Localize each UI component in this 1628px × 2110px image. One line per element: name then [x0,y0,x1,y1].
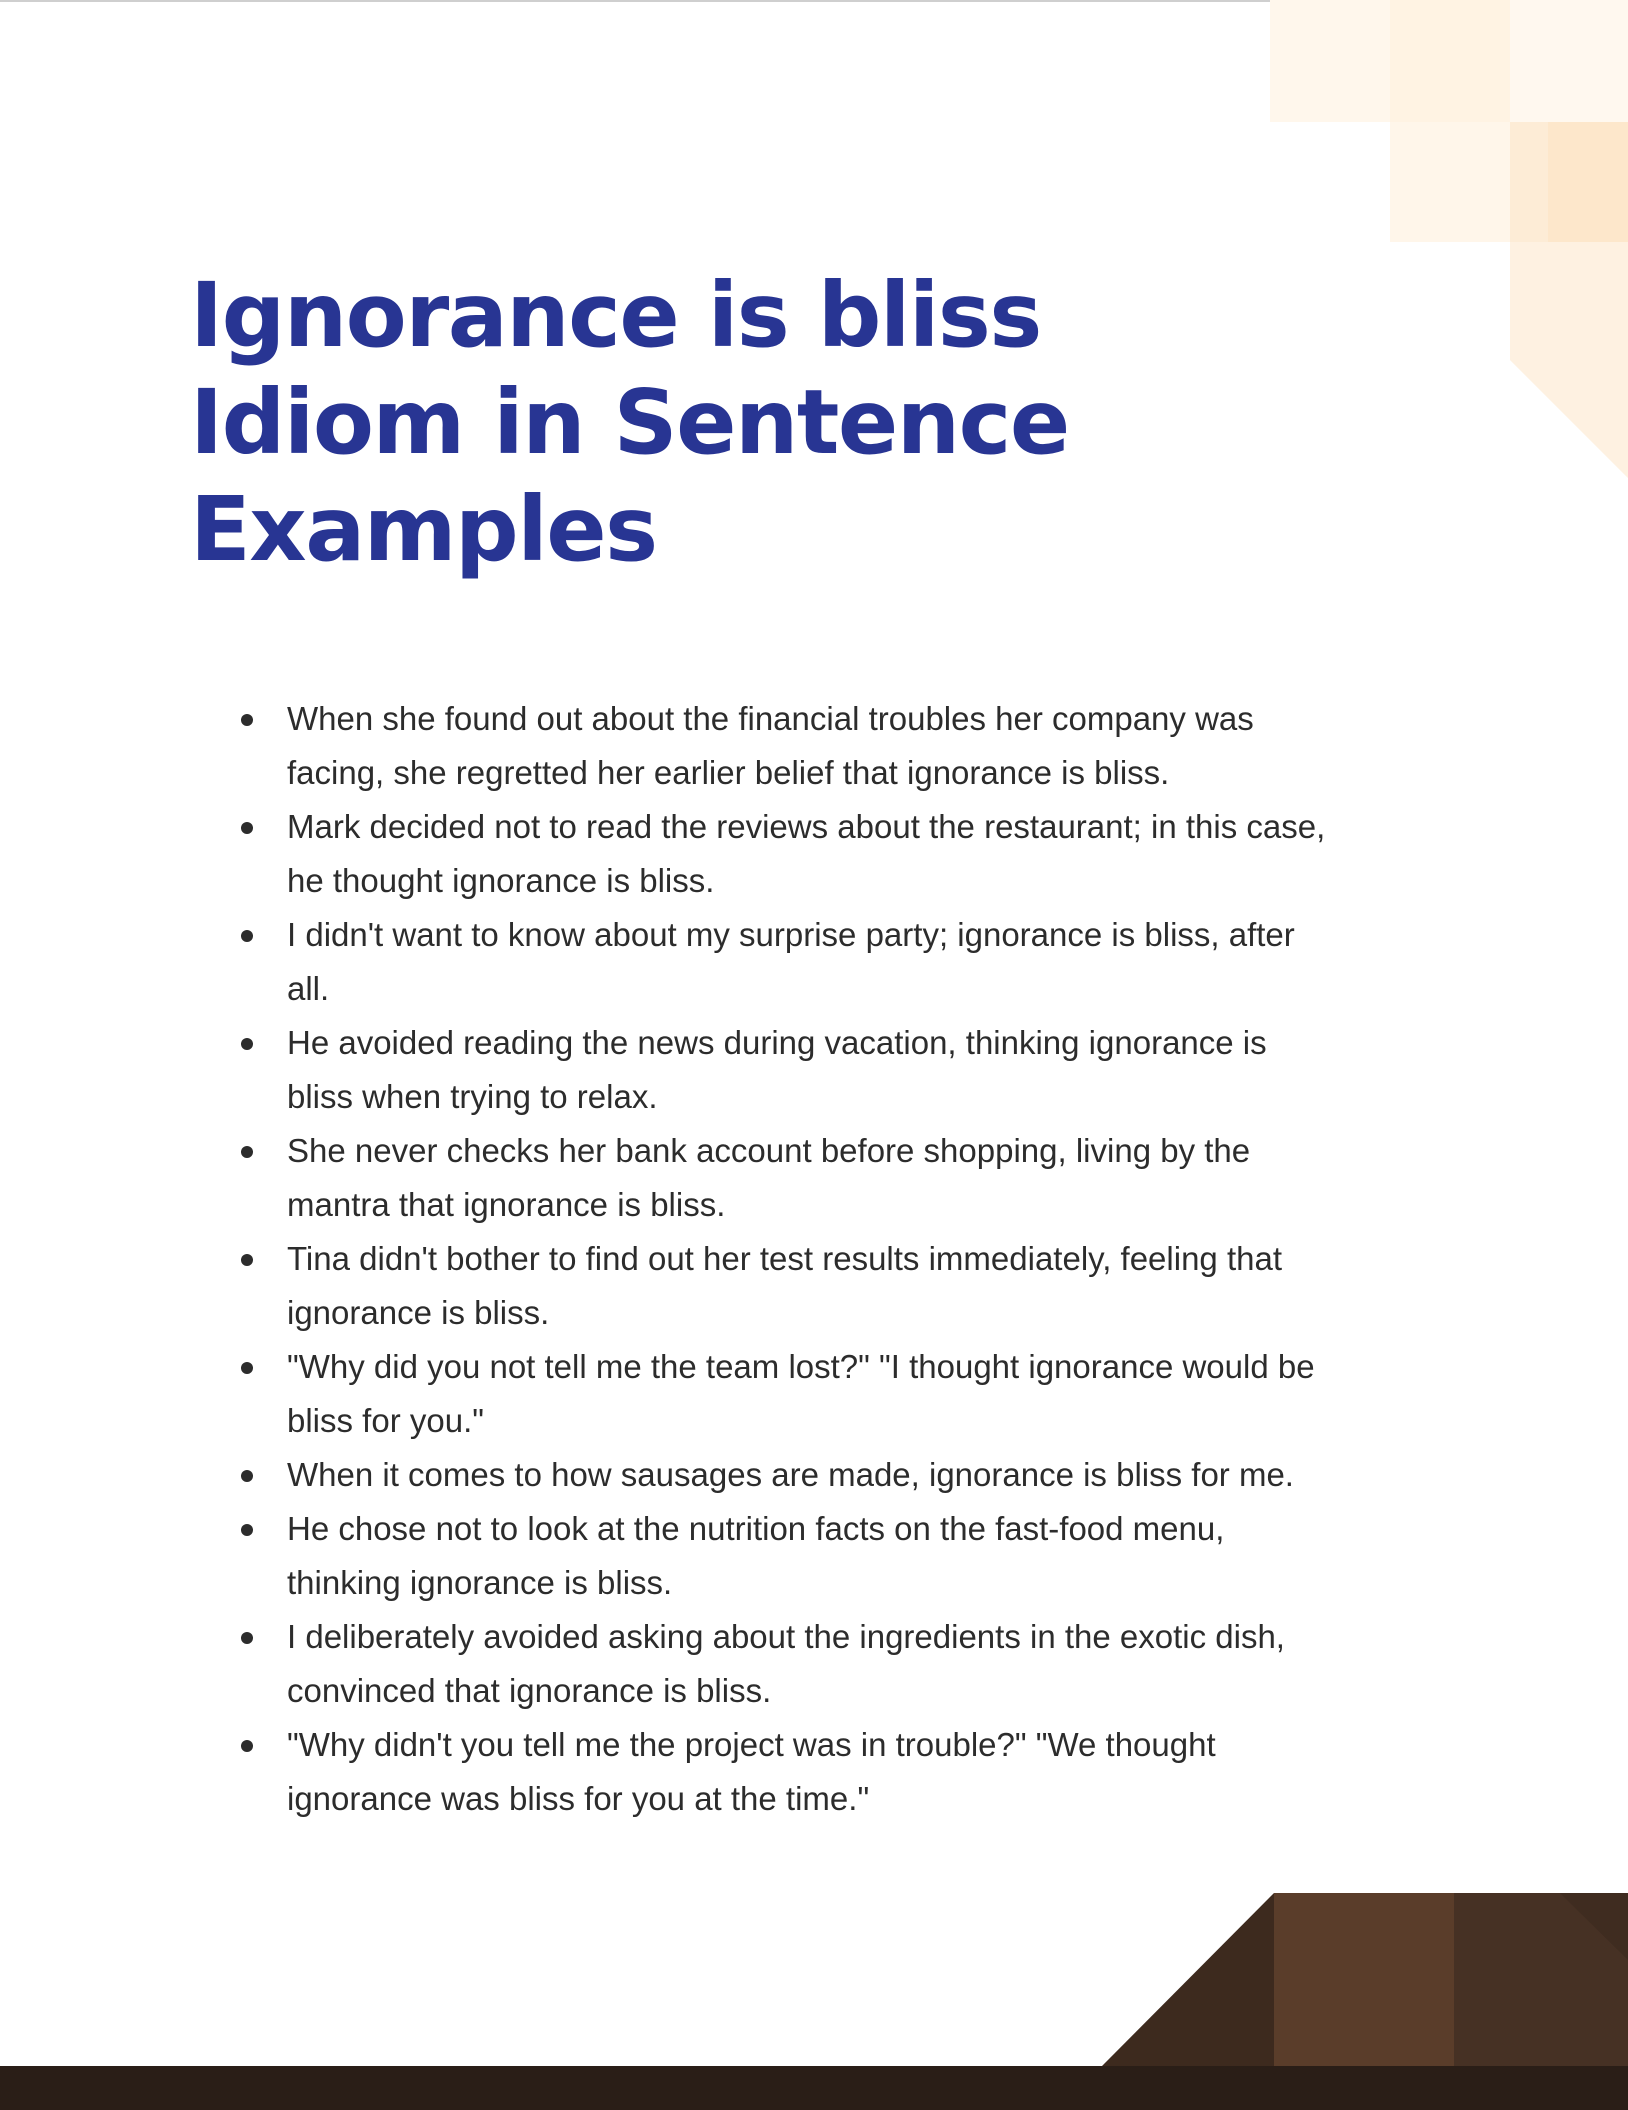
list-item-text: convinced that ignorance is bliss. [287,1672,772,1709]
list-item-text: I deliberately avoided asking about the ingredients in the exotic dish, [287,1618,1285,1655]
list-item-text: ignorance was bliss for you at the time." [287,1780,870,1817]
footer-bar [0,2066,1628,2110]
list-item-text: bliss for you." [287,1402,484,1439]
list-item-text: all. [287,970,330,1007]
list-item [0,908,1467,1016]
list-item-text: I didn't want to know about my surprise party; ignorance is bliss, after [287,916,1295,953]
list-item-text: He chose not to look at the nutrition facts on the fast-food menu, [287,1510,1225,1547]
title-line: Examples [190,477,657,581]
list-item-text: When it comes to how sausages are made, ignorance is bliss for me. [287,1456,1294,1493]
bullet-icon [241,1362,253,1374]
bullet-icon [241,1740,253,1752]
bottom-corner-pattern [0,1893,1628,2110]
bullet-icon [241,1038,253,1050]
list-item [0,1448,1467,1502]
list-item [0,1016,1467,1124]
bullet-icon [241,714,253,726]
list-item-text: bliss when trying to relax. [287,1078,658,1115]
list-item [0,1502,1467,1610]
bullet-icon [241,930,253,942]
bullet-icon [241,1146,253,1158]
list-item-text: "Why did you not tell me the team lost?" "I thought ignorance would be [287,1348,1315,1385]
list-item-text: He avoided reading the news during vacation, thinking ignorance is [287,1024,1267,1061]
list-item-text: he thought ignorance is bliss. [287,862,715,899]
list-item-text: She never checks her bank account before shopping, living by the [287,1132,1251,1169]
bullet-icon [241,1632,253,1644]
bullet-icon [241,1524,253,1536]
list-item [0,692,1467,800]
list-item-text: "Why didn't you tell me the project was in trouble?" "We thought [287,1726,1216,1763]
example-list [0,692,1467,1826]
list-item [0,1232,1467,1340]
list-item [0,800,1467,908]
list-item-text: Tina didn't bother to find out her test results immediately, feeling that [287,1240,1282,1277]
top-corner-pattern [1270,0,1628,478]
page-title [190,262,1190,583]
list-item-text: Mark decided not to read the reviews about the restaurant; in this case, [287,808,1326,845]
list-item-text: ignorance is bliss. [287,1294,550,1331]
list-item [0,1340,1467,1448]
list-item [0,1124,1467,1232]
title-line: Ignorance is bliss [190,263,1041,367]
list-item-text: facing, she regretted her earlier belief that ignorance is bliss. [287,754,1170,791]
list-item-text: When she found out about the financial troubles her company was [287,700,1254,737]
bullet-icon [241,1254,253,1266]
list-item-text: thinking ignorance is bliss. [287,1564,673,1601]
list-item [0,1718,1467,1826]
title-line: Idiom in Sentence [190,370,1069,474]
bullet-icon [241,1470,253,1482]
bullet-icon [241,822,253,834]
list-item [0,1610,1467,1718]
list-item-text: mantra that ignorance is bliss. [287,1186,726,1223]
